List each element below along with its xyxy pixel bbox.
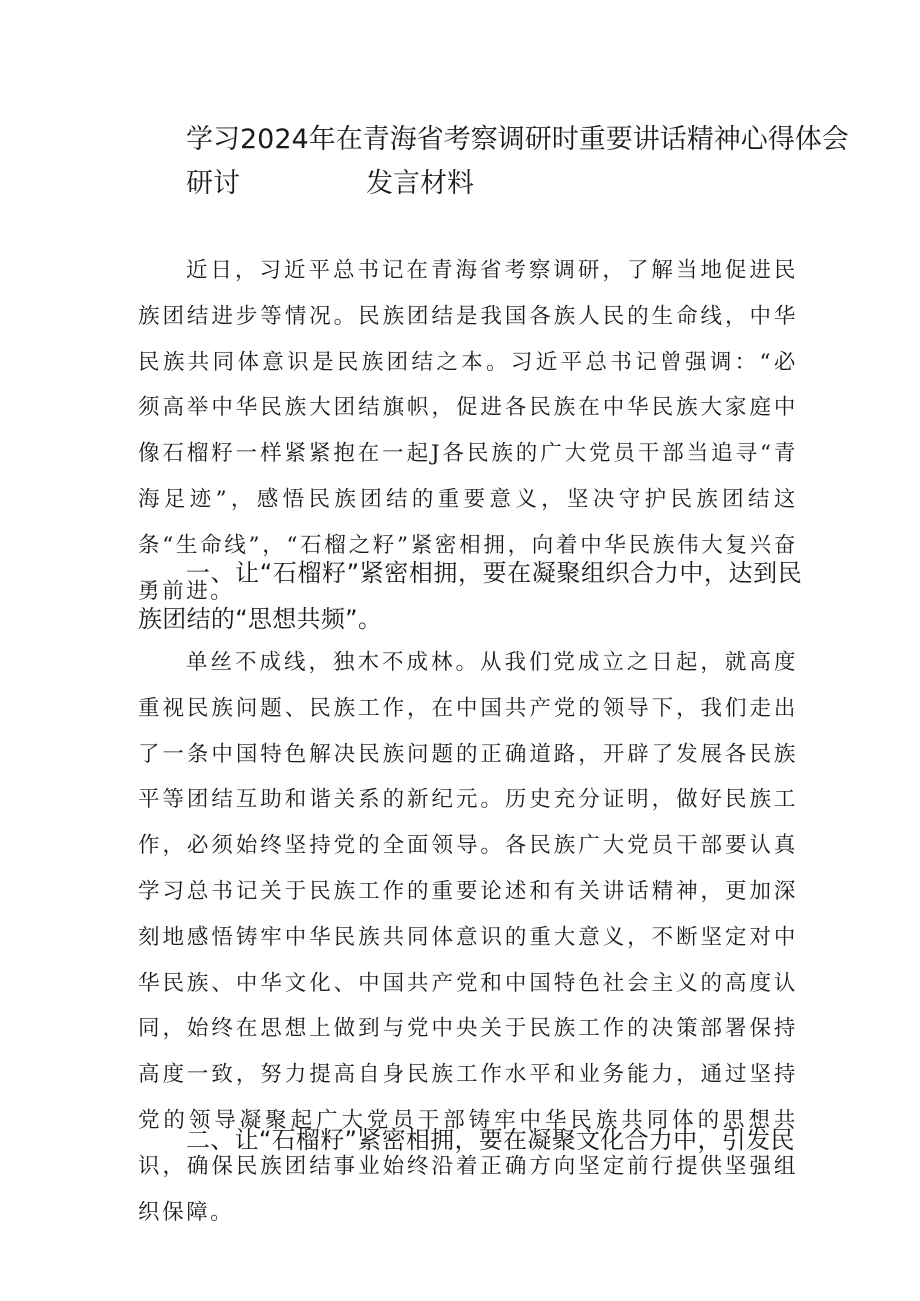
body-paragraph-2: 单丝不成线，独木不成林。从我们党成立之日起，就高度重视民族问题、民族工作，在中国共产党的领导下，我们走出了一条中国特色解决民族问题的正确道路，开辟了发展各民族平等团结互助和谐关系的新纪元。历史充分证明，做好民族工作，必须始终坚持党的全面领导。各民族广大党员干部要认真学习总书记关于民族工作的重要论述和有关讲话精神，更加深刻地感悟铸牢中华民族共同体意识的重大意义，不断坚定对中华民族、中华文化、中国共产党和中国特色社会主义的高度认同，始终在思想上做到与党中央关于民族工作的决策部署保持高度一致，努力提高自身民族工作水平和业务能力，通过坚持党的领导凝聚起广大党员干部铸牢中华民族共同体的思想共识，确保民族团结事业始终沿着正确方向坚定前行提供坚强组织保障。	[138, 650, 798, 1225]
section-heading-2: 二、让“石榴籽”紧密相拥，要在凝聚文化合力中，引发民	[186, 1126, 795, 1154]
section-heading-1: 一、让“石榴籽”紧密相拥，要在凝聚组织合力中，达到民族团结的“思想共频”。	[138, 559, 802, 633]
document-title-line-2: 发言材料	[366, 168, 474, 199]
document-title-line-1: 学习2024年在青海省考察调研时重要讲话精神心得体会研讨	[186, 124, 849, 199]
body-paragraph-1: 近日，习近平总书记在青海省考察调研，了解当地促进民族团结进步等情况。民族团结是我国各族人民的生命线，中华民族共同体意识是民族团结之本。习近平总书记曾强调：“必须高举中华民族大团结旗帜，促进各民族在中华民族大家庭中像石榴籽一样紧紧抱在一起J各民族的广大党员干部当追寻“青海足迹”，感悟民族团结的重要意义，坚决守护民族团结这条“生命线”，“石榴之籽”紧密相拥，向着中华民族伟大复兴奋勇前进。	[138, 258, 798, 604]
